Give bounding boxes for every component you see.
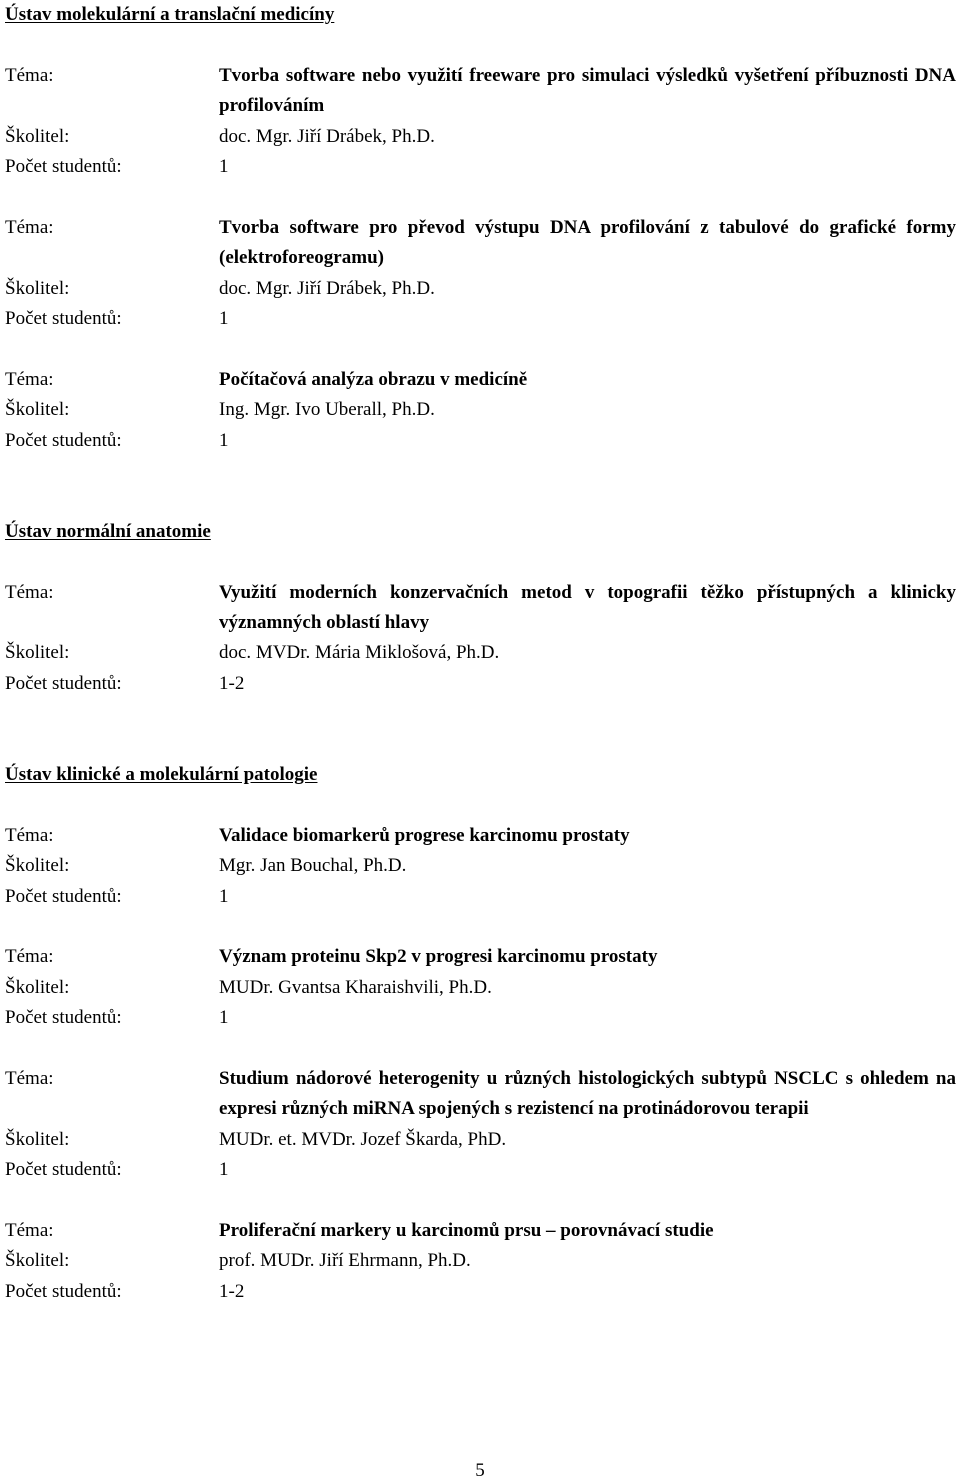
supervisor-label: Školitel: bbox=[5, 399, 70, 421]
topic-title: Tvorba software nebo využití freeware pro simulaci výsledků vyšetření příbuznosti DNA profilováním bbox=[219, 64, 956, 117]
topic-entry bbox=[5, 942, 956, 1033]
students-count: 1-2 bbox=[219, 672, 245, 694]
supervisor-label: Školitel: bbox=[5, 125, 70, 147]
topic-title: Tvorba software pro převod výstupu DNA profilování z tabulové do grafické formy (elektroforeogramu) bbox=[219, 216, 956, 269]
supervisor-name: MUDr. et. MVDr. Jozef Škarda, PhD. bbox=[219, 1128, 507, 1150]
students-count: 1 bbox=[219, 156, 229, 177]
supervisor-label: Školitel: bbox=[5, 855, 70, 877]
students-label: Počet studentů: bbox=[5, 1007, 122, 1029]
topic-label: Téma: bbox=[5, 64, 54, 86]
topic-entry bbox=[5, 213, 956, 335]
supervisor-label: Školitel: bbox=[5, 1250, 70, 1272]
topic-title: Počítačová analýza obrazu v medicíně bbox=[219, 368, 528, 390]
section-heading: Ústav molekulární a translační medicíny bbox=[5, 4, 335, 25]
topic-label: Téma: bbox=[5, 946, 54, 968]
supervisor-label: Školitel: bbox=[5, 642, 70, 664]
topic-title: Využití moderních konzervačních metod v topografii těžko přístupných a klinicky významných oblastí hlavy bbox=[219, 581, 956, 634]
document-page bbox=[5, 0, 956, 1307]
students-label: Počet studentů: bbox=[5, 1159, 122, 1181]
students-count: 1 bbox=[219, 885, 229, 907]
topic-label: Téma: bbox=[5, 1068, 54, 1090]
page-number: 5 bbox=[475, 1460, 485, 1481]
students-label: Počet studentů: bbox=[5, 672, 122, 694]
students-count: 1 bbox=[219, 1159, 229, 1181]
section-normal-anatomy bbox=[5, 517, 956, 699]
topic-title: Studium nádorové heterogenity u různých histologických subtypů NSCLC s ohledem na expresi různých miRNA spojených s rezistencí na protinádorovou terapii bbox=[219, 1068, 956, 1120]
supervisor-name: Ing. Mgr. Ivo Uberall, Ph.D. bbox=[219, 399, 435, 421]
topic-entry bbox=[5, 578, 956, 700]
students-count: 1-2 bbox=[219, 1280, 245, 1302]
students-count: 1 bbox=[219, 1007, 229, 1029]
section-heading: Ústav klinické a molekulární patologie bbox=[5, 764, 318, 786]
students-count: 1 bbox=[219, 429, 229, 451]
supervisor-name: doc. Mgr. Jiří Drábek, Ph.D. bbox=[219, 277, 435, 299]
students-label: Počet studentů: bbox=[5, 1280, 122, 1302]
topic-entry bbox=[5, 1064, 956, 1186]
section-molecular-translational bbox=[5, 0, 956, 456]
topic-entry bbox=[5, 821, 956, 912]
topic-title: Proliferační markery u karcinomů prsu – porovnávací studie bbox=[219, 1220, 714, 1242]
supervisor-name: Mgr. Jan Bouchal, Ph.D. bbox=[219, 855, 407, 877]
supervisor-name: prof. MUDr. Jiří Ehrmann, Ph.D. bbox=[219, 1250, 471, 1272]
supervisor-label: Školitel: bbox=[5, 976, 70, 998]
students-label: Počet studentů: bbox=[5, 885, 122, 907]
topic-title: Validace biomarkerů progrese karcinomu prostaty bbox=[219, 824, 630, 846]
topic-entry bbox=[5, 365, 956, 456]
students-label: Počet studentů: bbox=[5, 429, 122, 451]
topic-title: Význam proteinu Skp2 v progresi karcinomu prostaty bbox=[219, 946, 658, 968]
section-clinical-molecular-pathology bbox=[5, 760, 956, 1307]
students-label: Počet studentů: bbox=[5, 308, 122, 330]
topic-label: Téma: bbox=[5, 368, 54, 390]
topic-label: Téma: bbox=[5, 1220, 54, 1242]
supervisor-name: doc. MVDr. Mária Miklošová, Ph.D. bbox=[219, 642, 500, 664]
students-label: Počet studentů: bbox=[5, 156, 122, 177]
section-heading: Ústav normální anatomie bbox=[5, 520, 211, 542]
topic-label: Téma: bbox=[5, 581, 54, 603]
supervisor-label: Školitel: bbox=[5, 1128, 70, 1150]
supervisor-name: MUDr. Gvantsa Kharaishvili, Ph.D. bbox=[219, 976, 492, 998]
supervisor-label: Školitel: bbox=[5, 277, 70, 299]
students-count: 1 bbox=[219, 308, 229, 330]
topic-label: Téma: bbox=[5, 216, 54, 238]
supervisor-name: doc. Mgr. Jiří Drábek, Ph.D. bbox=[219, 125, 435, 147]
topic-label: Téma: bbox=[5, 824, 54, 846]
topic-entry bbox=[5, 61, 956, 183]
topic-entry bbox=[5, 1216, 956, 1307]
